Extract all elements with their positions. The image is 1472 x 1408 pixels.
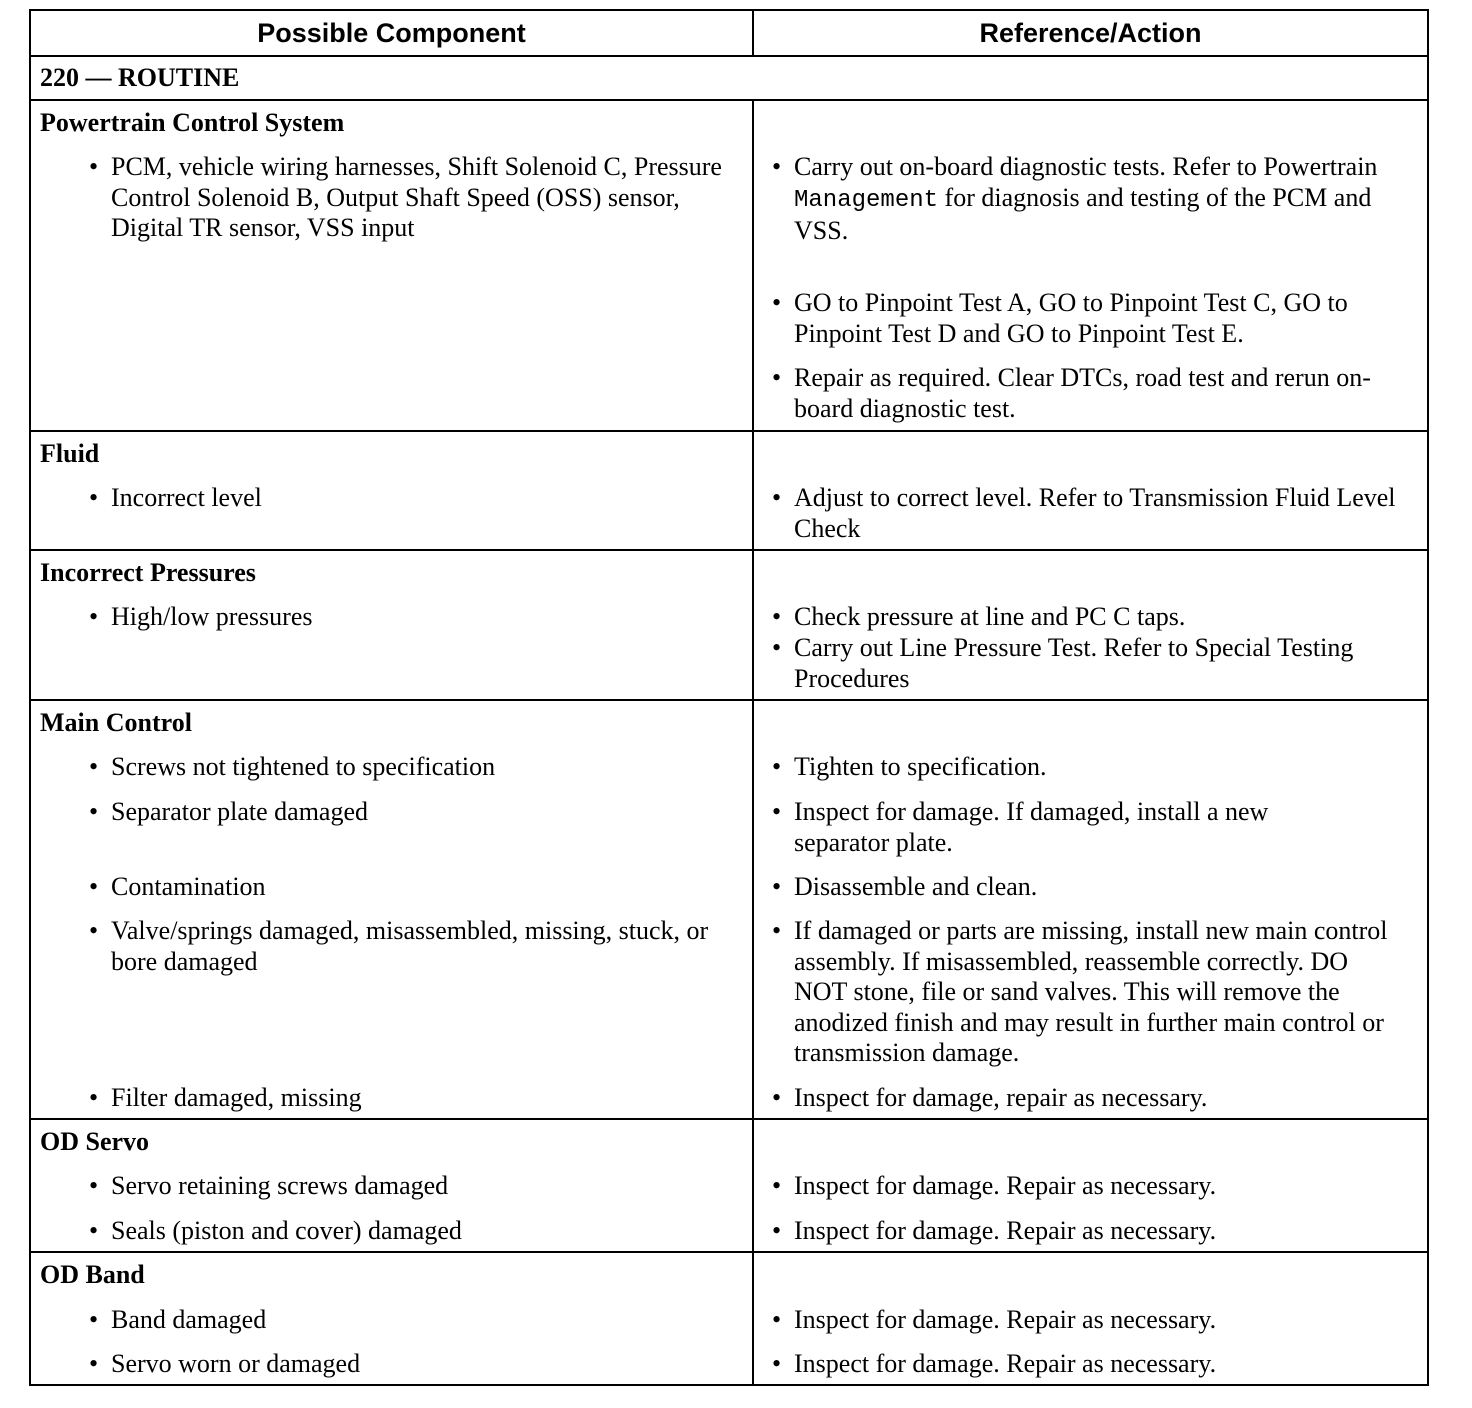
section-title: OD Servo <box>40 1127 150 1156</box>
list-item: • Inspect for damage. Repair as necessary. <box>772 1216 1217 1245</box>
list-item: • If damaged or parts are missing, install new main control assembly. If misassembled, reassemble correctly. DO NOT stone, file or sand valves. This will remove the anodized finish and may result in further main control or transmission damage. <box>772 916 1388 1067</box>
list-item: • Inspect for damage. If damaged, install a new separator plate. <box>772 797 1269 857</box>
section-title: Incorrect Pressures <box>40 558 256 587</box>
row-divider <box>31 699 1427 701</box>
list-item: • Servo worn or damaged <box>89 1349 361 1378</box>
list-item: • Carry out on-board diagnostic tests. Refer to Powertrain Management for diagnosis and testing of the PCM and VSS. <box>772 152 1378 245</box>
list-item: • Incorrect level <box>89 483 262 512</box>
list-item: • Tighten to specification. <box>772 752 1047 781</box>
row-divider <box>31 549 1427 551</box>
header-divider <box>752 11 754 55</box>
routine-title: 220 — ROUTINE <box>40 63 240 92</box>
row-divider <box>31 99 1427 101</box>
list-item: • Contamination <box>89 872 266 901</box>
list-item: • Separator plate damaged <box>89 797 368 826</box>
list-item: • Inspect for damage, repair as necessary. <box>772 1083 1208 1112</box>
list-item: • Carry out Line Pressure Test. Refer to Special Testing Procedures <box>772 633 1354 693</box>
list-item: • Inspect for damage. Repair as necessary. <box>772 1349 1217 1378</box>
header-reference-action: Reference/Action <box>979 18 1202 48</box>
list-item: • Check pressure at line and PC C taps. <box>772 602 1186 631</box>
row-divider <box>31 1251 1427 1253</box>
section-title: Fluid <box>40 439 100 468</box>
list-item: • Adjust to correct level. Refer to Transmission Fluid Level Check <box>772 483 1396 543</box>
section-title: Powertrain Control System <box>40 108 345 137</box>
list-item: • Inspect for damage. Repair as necessary. <box>772 1305 1217 1334</box>
list-item: • PCM, vehicle wiring harnesses, Shift Solenoid C, Pressure Control Solenoid B, Output Shaft Speed (OSS) sensor, Digital TR sensor, VSS input <box>89 152 722 242</box>
header-possible-component: Possible Component <box>257 18 526 48</box>
list-item: • High/low pressures <box>89 602 313 631</box>
list-item: • Valve/springs damaged, misassembled, missing, stuck, or bore damaged <box>89 916 709 976</box>
list-item: • Filter damaged, missing <box>89 1083 362 1112</box>
list-item: • Screws not tightened to specification <box>89 752 496 781</box>
list-item: • Repair as required. Clear DTCs, road test and rerun on-board diagnostic test. <box>772 363 1371 423</box>
section-title: OD Band <box>40 1260 145 1289</box>
table-header <box>31 11 1427 57</box>
list-item: • Disassemble and clean. <box>772 872 1038 901</box>
list-item: • Servo retaining screws damaged <box>89 1171 449 1200</box>
list-item: • GO to Pinpoint Test A, GO to Pinpoint Test C, GO to Pinpoint Test D and GO to Pinpoint Test E. <box>772 288 1348 348</box>
diagnosis-table <box>29 9 1429 1386</box>
list-item: • Band damaged <box>89 1305 267 1334</box>
list-item: • Seals (piston and cover) damaged <box>89 1216 462 1245</box>
row-divider <box>31 1118 1427 1120</box>
row-divider <box>31 430 1427 432</box>
section-title: Main Control <box>40 708 192 737</box>
list-item: • Inspect for damage. Repair as necessary. <box>772 1171 1217 1200</box>
column-divider <box>752 99 754 1386</box>
